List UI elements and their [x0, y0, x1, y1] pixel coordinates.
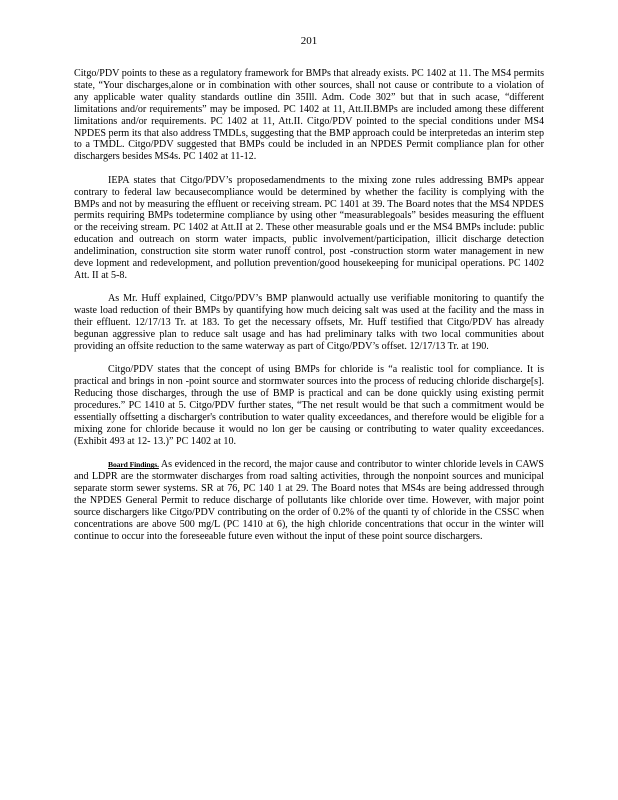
paragraph	[74, 459, 544, 542]
page-number: 201	[300, 35, 318, 47]
paragraph-text: Citgo/PDV states that the concept of using BMPs for chloride is “a realistic tool for compliance. It is practical and brings in non -point source and stormwater sources into the process of reducing chloride discharge[s]. Reducing those discharges, through the use of BMP is practical and can be done quickly using existing permit procedures.” PC 1410 at 5. Citgo/PDV further states, “The net result would be that such a commitment would be essentially offsetting a discharger's contribution to water quality exceedances, and therefore would be eligible for a mixing zone for chloride because it would no lon ger be causing or contributing to water quality exceedances. (Exhibit 493 at 12- 13.)” PC 1402 at 10.	[74, 364, 544, 447]
paragraph	[74, 364, 544, 447]
paragraph-text: As Mr. Huff explained, Citgo/PDV’s BMP planwould actually use verifiable monitoring to quantify the waste load reduction of their BMPs by quantifying how much deicing salt was used at the facility and the mass in their effluent. 12/17/13 Tr. at 183. To get the necessary offsets, Mr. Huff testified that Citgo/PDV has already begunan aggressive plan to reduce salt usage and has had preliminary talks with two local communities about providing an offsite reduction to the same waterway as part of Citgo/PDV’s offset. 12/17/13 Tr. at 190.	[74, 293, 544, 353]
paragraph-text: Citgo/PDV points to these as a regulatory framework for BMPs that already exists. PC 1402 at 11. The MS4 permits state, “Your discharges,alone or in combination with other sources, shall not cause or contribute to a violation of any applicable water quality standards outline din 35Ill. Adm. Code 302” but that in such acase, “different limitations and/or requirements” may be imposed. PC 1402 at 11, Att.II.BMPs are included among these different limitations and/or requirements. PC 1402 at 11, Att.II. Citgo/PDV pointed to the special conditions under MS4 NPDES perm its that also address TMDLs, suggesting that the BMP approach could be interpretedas an interim step to a TMDL. Citgo/PDV suggested that BMPs could be included in an NPDES Permit compliance plan for other dischargers besides MS4s. PC 1402 at 11-12.	[74, 68, 544, 163]
paragraph-text: As evidenced in the record, the major cause and contributor to winter chloride levels in CAWS and LDPR are the stormwater discharges from road salting activities, through the nonpoint sources and municipal separate storm sewer systems. SR at 76, PC 140 1 at 29. The Board notes that MS4s are being addressed through the NPDES General Permit to reduce discharge of pollutants like chloride over time. However, with major point source dischargers like Citgo/PDV contributing on the order of 0.2% of the quanti ty of chloride in the CSSC when concentrations are above 500 mg/L (PC 1410 at 6), the high chloride concentrations that occur in the winter will continue to occur into the foreseeable future even without the input of these point source dischargers.	[74, 459, 544, 542]
page-body	[74, 68, 544, 543]
section-heading: Board Findings.	[108, 460, 159, 470]
paragraph	[74, 68, 544, 163]
paragraph	[74, 293, 544, 353]
paragraph	[74, 175, 544, 282]
paragraph-text: IEPA states that Citgo/PDV’s proposedamendments to the mixing zone rules addressing BMPs appear contrary to federal law becausecompliance would be determined by whether the facility is complying with the BMPs and not by measuring the effluent or receiving stream. PC 1401 at 39. The Board notes that the MS4 NPDES permits requiring BMPs todetermine compliance by using other “measurablegoals” besides measuring the effluent or the receiving stream. PC 1402 at Att.II at 2. These other measurable goals und er the MS4 BMPs include: public education and outreach on storm water impacts, public involvement/participation, illicit discharge detection andelimination, construction site storm water runoff control, post -construction storm water management in new deve lopment and redevelopment, and pollution prevention/good housekeeping for municipal operations. PC 1402 Att. II at 5-8.	[74, 174, 544, 281]
